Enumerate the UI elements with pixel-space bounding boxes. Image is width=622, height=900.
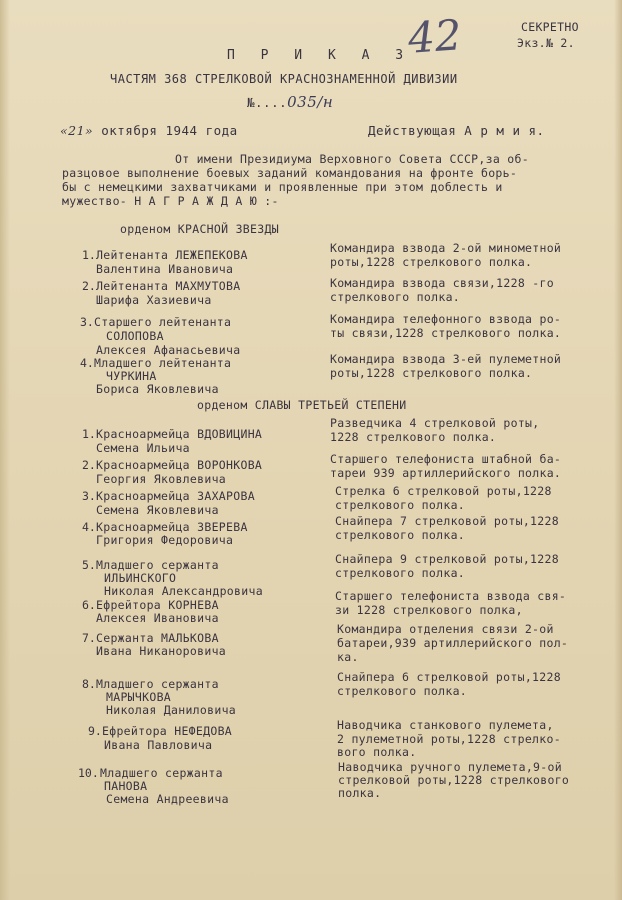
recipient-position-2: стрелкового полка. bbox=[337, 684, 468, 698]
recipient-given-name: Григория Федоровича bbox=[96, 533, 234, 547]
recipient-surname: МАРЫЧКОВА bbox=[106, 690, 172, 704]
section-glory-heading: орденом СЛАВЫ ТРЕТЬЕЙ СТЕПЕНИ bbox=[197, 398, 407, 412]
recipient-rank-name: Красноармейца ЗВЕРЕВА bbox=[96, 520, 248, 534]
recipient-surname: СОЛОПОВА bbox=[106, 329, 164, 343]
order-date bbox=[60, 123, 238, 138]
recipient-position-1: Командира телефонного взвода ро- bbox=[330, 312, 562, 326]
entry-number: 9. bbox=[88, 724, 102, 738]
recipient-given-name: Алексея Ивановича bbox=[96, 611, 219, 625]
paper-edge-left bbox=[0, 0, 10, 900]
recipient-position-2: тареи 939 артиллерийского полка. bbox=[330, 466, 562, 480]
document-title: П Р И К А З bbox=[227, 48, 413, 63]
handwritten-number: 42 bbox=[406, 10, 464, 63]
order-number-dots: .... bbox=[255, 95, 288, 110]
recipient-given-name: Валентина Ивановича bbox=[96, 262, 234, 276]
document-subtitle: ЧАСТЯМ 368 СТРЕЛКОВОЙ КРАСНОЗНАМЕННОЙ ДИВИЗИИ bbox=[110, 72, 458, 86]
recipient-rank-name: Красноармейца ВОРОНКОВА bbox=[96, 458, 263, 472]
recipient-position-2: стрелкового полка. bbox=[335, 498, 466, 512]
recipient-position-1: Старшего телефониста штабной ба- bbox=[330, 452, 562, 466]
preamble-line-1: От имени Президиума Верховного Совета СССР,за об- bbox=[175, 152, 529, 166]
recipient-position-1: Старшего телефониста взвода свя- bbox=[335, 589, 567, 603]
recipient-given-name: Георгия Яковлевича bbox=[96, 472, 227, 486]
recipient-given-name: Семена Андреевича bbox=[106, 792, 229, 806]
recipient-given-name: Николая Даниловича bbox=[106, 703, 237, 717]
entry-number: 7. bbox=[82, 631, 96, 645]
recipient-position-3: ка. bbox=[337, 650, 359, 664]
recipient-given-name: Шарифа Хазиевича bbox=[96, 293, 212, 307]
recipient-position-1: Наводчика станкового пулемета, bbox=[337, 718, 554, 732]
entry-number: 8. bbox=[82, 677, 96, 691]
recipient-rank-name: Ефрейтора НЕФЕДОВА bbox=[102, 724, 233, 738]
recipient-rank-name: Красноармейца ВДОВИЦИНА bbox=[96, 427, 263, 441]
recipient-given-name: Семена Ильича bbox=[96, 441, 190, 455]
entry-number: 2. bbox=[82, 458, 96, 472]
recipient-rank-name: Лейтенанта ЛЕЖЕПЕКОВА bbox=[96, 248, 248, 262]
entry-number: 3. bbox=[80, 315, 94, 329]
recipient-given-name: Бориса Яковлевича bbox=[96, 382, 219, 396]
recipient-position-1: Снайпера 6 стрелковой роты,1228 bbox=[337, 670, 561, 684]
entry-number: 10. bbox=[78, 766, 99, 780]
recipient-position-2: зи 1228 стрелкового полка, bbox=[335, 603, 523, 617]
order-number-value: 035/н bbox=[287, 93, 334, 111]
recipient-position-1: Командира взвода 2-ой минометной bbox=[330, 241, 562, 255]
preamble-line-3: бы с немецкими захватчиками и проявленные при этом доблесть и bbox=[62, 180, 503, 194]
recipient-position-2: стрелкового полка. bbox=[330, 290, 461, 304]
entry-number: 3. bbox=[82, 489, 96, 503]
recipient-given-name: Алексея Афанасьевича bbox=[96, 343, 241, 357]
recipient-position-2: 1228 стрелкового полка. bbox=[330, 430, 497, 444]
recipient-given-name: Ивана Никаноровича bbox=[96, 644, 227, 658]
recipient-rank: Младшего сержанта bbox=[96, 558, 219, 572]
entry-number: 4. bbox=[80, 356, 94, 370]
order-date-rest: октября 1944 года bbox=[101, 123, 238, 138]
recipient-rank-name: Лейтенанта МАХМУТОВА bbox=[96, 279, 241, 293]
entry-number: 4. bbox=[82, 520, 96, 534]
recipient-rank-name: Сержанта МАЛЬКОВА bbox=[96, 631, 219, 645]
entry-number: 1. bbox=[82, 248, 96, 262]
recipient-given-name: Николая Александровича bbox=[104, 584, 263, 598]
recipient-position-1: Командира взвода 3-ей пулеметной bbox=[330, 352, 562, 366]
recipient-surname: ИЛЬИНСКОГО bbox=[104, 571, 177, 585]
recipient-surname: ПАНОВА bbox=[104, 779, 148, 793]
recipient-position-3: вого полка. bbox=[337, 745, 417, 759]
recipient-position-1: Командира отделения связи 2-ой bbox=[337, 622, 554, 636]
entry-number: 5. bbox=[82, 558, 96, 572]
recipient-rank: Старшего лейтенанта bbox=[94, 315, 232, 329]
recipient-given-name: Семена Яковлевича bbox=[96, 503, 219, 517]
recipient-surname: ЧУРКИНА bbox=[106, 369, 157, 383]
recipient-position-3: полка. bbox=[338, 786, 382, 800]
recipient-position-2: батареи,939 артиллерийского пол- bbox=[337, 636, 569, 650]
recipient-rank-name: Красноармейца ЗАХАРОВА bbox=[96, 489, 255, 503]
recipient-position-1: Наводчика ручного пулемета,9-ой bbox=[338, 760, 562, 774]
order-number-prefix: № bbox=[247, 95, 256, 110]
recipient-position-1: Снайпера 9 стрелковой роты,1228 bbox=[335, 552, 559, 566]
entry-number: 6. bbox=[82, 598, 96, 612]
recipient-position-1: Стрелка 6 стрелковой роты,1228 bbox=[335, 484, 552, 498]
entry-number: 1. bbox=[82, 427, 96, 441]
recipient-given-name: Ивана Павловича bbox=[104, 738, 213, 752]
recipient-rank-name: Ефрейтора КОРНЕВА bbox=[96, 598, 219, 612]
paper-edge-right bbox=[614, 0, 622, 900]
preamble-line-2: разцовое выполнение боевых заданий командования на фронте борь- bbox=[62, 166, 518, 180]
recipient-position-1: Снайпера 7 стрелковой роты,1228 bbox=[335, 514, 559, 528]
army-label: Действующая А р м и я. bbox=[368, 123, 545, 138]
recipient-position-2: роты,1228 стрелкового полка. bbox=[330, 366, 533, 380]
recipient-position-1: Разведчика 4 стрелковой роты, bbox=[330, 416, 540, 430]
secret-stamp: СЕКРЕТНО bbox=[521, 20, 579, 34]
recipient-position-2: стрелкового полка. bbox=[335, 528, 466, 542]
copy-number: Экз.№ 2. bbox=[517, 36, 575, 50]
recipient-position-2: ты связи,1228 стрелкового полка. bbox=[330, 326, 562, 340]
recipient-rank: Младшего сержанта bbox=[96, 677, 219, 691]
recipient-position-1: Командира взвода связи,1228 -го bbox=[330, 276, 554, 290]
recipient-rank: Младшего лейтенанта bbox=[94, 356, 232, 370]
recipient-rank: Младшего сержанта bbox=[100, 766, 223, 780]
recipient-position-2: стрелковой роты,1228 стрелкового bbox=[338, 773, 570, 787]
entry-number: 2. bbox=[82, 279, 96, 293]
recipient-position-2: роты,1228 стрелкового полка. bbox=[330, 255, 533, 269]
section-red-star-heading: орденом КРАСНОЙ ЗВЕЗДЫ bbox=[120, 222, 279, 236]
recipient-position-2: стрелкового полка. bbox=[335, 566, 466, 580]
recipient-position-2: 2 пулеметной роты,1228 стрелко- bbox=[337, 732, 561, 746]
order-number bbox=[247, 93, 333, 111]
order-date-day: «21» bbox=[60, 123, 94, 138]
preamble-line-4: мужество- Н А Г Р А Ж Д А Ю :- bbox=[62, 194, 279, 208]
